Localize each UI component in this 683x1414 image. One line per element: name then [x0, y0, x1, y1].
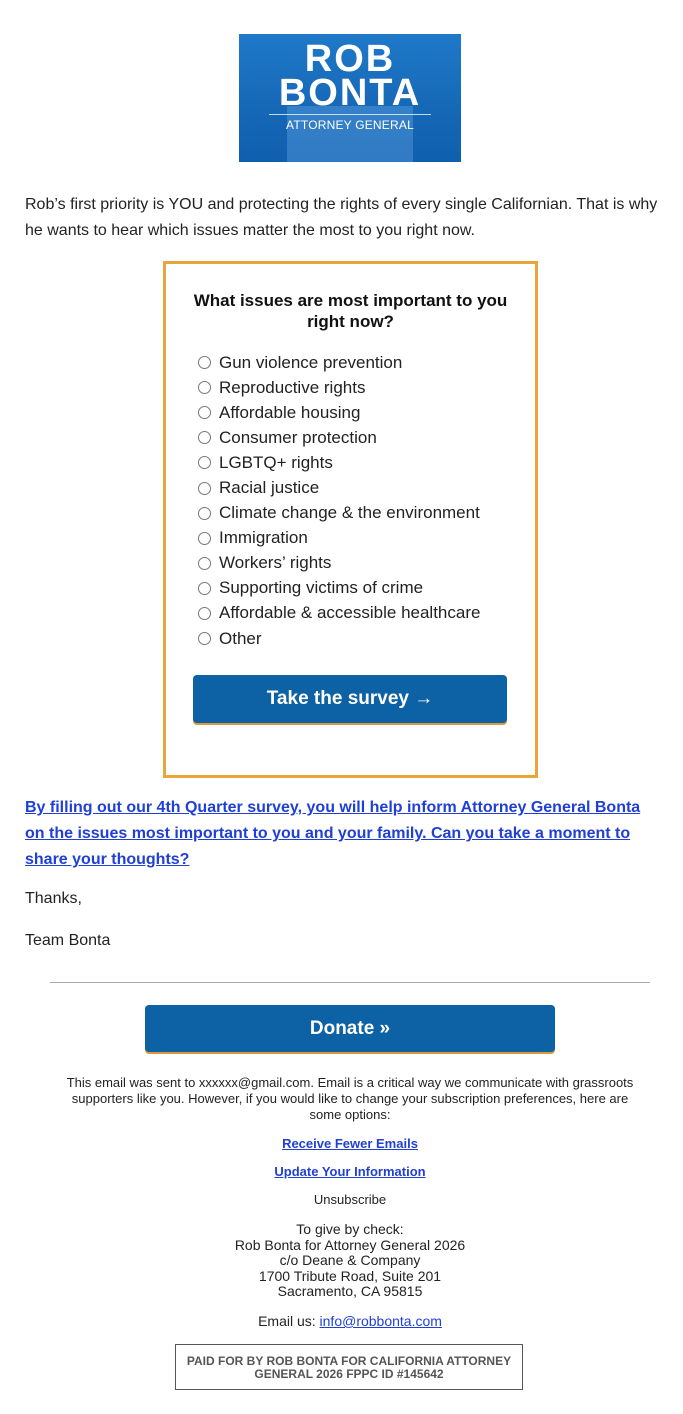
survey-option-label: Affordable & accessible healthcare — [219, 603, 481, 623]
paid-for-disclaimer: PAID FOR BY ROB BONTA FOR CALIFORNIA ATTORNEY GENERAL 2026 FPPC ID #145642 — [175, 1344, 523, 1390]
signoff-thanks: Thanks, — [25, 890, 82, 907]
radio-icon[interactable] — [198, 406, 211, 419]
survey-option-label: Other — [219, 628, 262, 648]
survey-option[interactable] — [198, 551, 480, 576]
contact-email-link[interactable]: info@robbonta.com — [319, 1313, 442, 1329]
footer-notice: This email was sent to xxxxxx@gmail.com. Email is a critical way we communicate with grassroots supporters like you. However, if you would like to change your subscription preferences, here are some options: — [66, 1075, 634, 1122]
rob-bonta-logo — [239, 34, 461, 162]
logo-last-name: BONTA — [278, 72, 422, 114]
survey-option[interactable] — [198, 450, 480, 475]
survey-option-label: Supporting victims of crime — [219, 578, 424, 598]
take-survey-button[interactable]: Take the survey → — [193, 675, 507, 723]
email-us-label: Email us: — [258, 1313, 316, 1329]
address-line: To give by check: — [296, 1221, 404, 1237]
unsubscribe-link[interactable]: Unsubscribe — [313, 1192, 387, 1207]
radio-icon[interactable] — [198, 557, 211, 570]
donate-button[interactable]: Donate » — [145, 1005, 555, 1052]
logo-first-name: ROB — [304, 38, 396, 80]
survey-option[interactable] — [198, 425, 480, 450]
survey-option-label: Consumer protection — [219, 427, 377, 447]
survey-option-label: Reproductive rights — [219, 377, 366, 397]
survey-option-label: Climate change & the environment — [219, 503, 480, 523]
logo-subtitle: ATTORNEY GENERAL — [269, 114, 431, 133]
survey-option[interactable] — [198, 475, 480, 500]
survey-option-label: Racial justice — [219, 478, 320, 498]
radio-icon[interactable] — [198, 632, 211, 645]
radio-icon[interactable] — [198, 431, 211, 444]
survey-question: What issues are most important to you right now? — [193, 291, 508, 331]
address-line: c/o Deane & Company — [279, 1252, 421, 1268]
divider — [50, 982, 650, 983]
survey-option[interactable] — [198, 576, 480, 601]
radio-icon[interactable] — [198, 507, 211, 520]
address-line: Rob Bonta for Attorney General 2026 — [234, 1236, 466, 1253]
receive-fewer-emails-link[interactable]: Receive Fewer Emails — [282, 1136, 418, 1151]
survey-option[interactable] — [198, 501, 480, 526]
address-line: Sacramento, CA 95815 — [277, 1283, 423, 1299]
survey-options — [198, 350, 480, 651]
survey-option-label: Immigration — [219, 528, 308, 548]
radio-icon[interactable] — [198, 456, 211, 469]
survey-option-label: Workers’ rights — [219, 553, 332, 573]
survey-option-label: Affordable housing — [219, 402, 361, 422]
radio-icon[interactable] — [198, 381, 211, 394]
update-information-link[interactable]: Update Your Information — [274, 1164, 426, 1179]
mailing-address — [100, 1222, 600, 1300]
radio-icon[interactable] — [198, 482, 211, 495]
address-line: 1700 Tribute Road, Suite 201 — [258, 1267, 442, 1284]
survey-option[interactable] — [198, 400, 480, 425]
survey-cta-link[interactable]: By filling out our 4th Quarter survey, you will help inform Attorney General Bonta on the issues most important to you and your family. Can you take a moment to share your thoughts? — [25, 799, 641, 868]
survey-option[interactable] — [198, 626, 480, 651]
radio-icon[interactable] — [198, 582, 211, 595]
survey-option[interactable] — [198, 601, 480, 626]
intro-paragraph: Rob’s first priority is YOU and protecting the rights of every single Californian. That is why he wants to hear which issues matter the most to you right now. — [25, 196, 658, 239]
radio-icon[interactable] — [198, 532, 211, 545]
radio-icon[interactable] — [198, 607, 211, 620]
signoff-team: Team Bonta — [25, 932, 111, 949]
survey-option[interactable] — [198, 375, 480, 400]
radio-icon[interactable] — [198, 356, 211, 369]
email-us-row — [100, 1313, 600, 1329]
survey-option[interactable] — [198, 350, 480, 375]
survey-option-label: Gun violence prevention — [219, 352, 403, 372]
survey-box — [163, 261, 538, 778]
survey-option-label: LGBTQ+ rights — [219, 452, 333, 472]
survey-option[interactable] — [198, 526, 480, 551]
